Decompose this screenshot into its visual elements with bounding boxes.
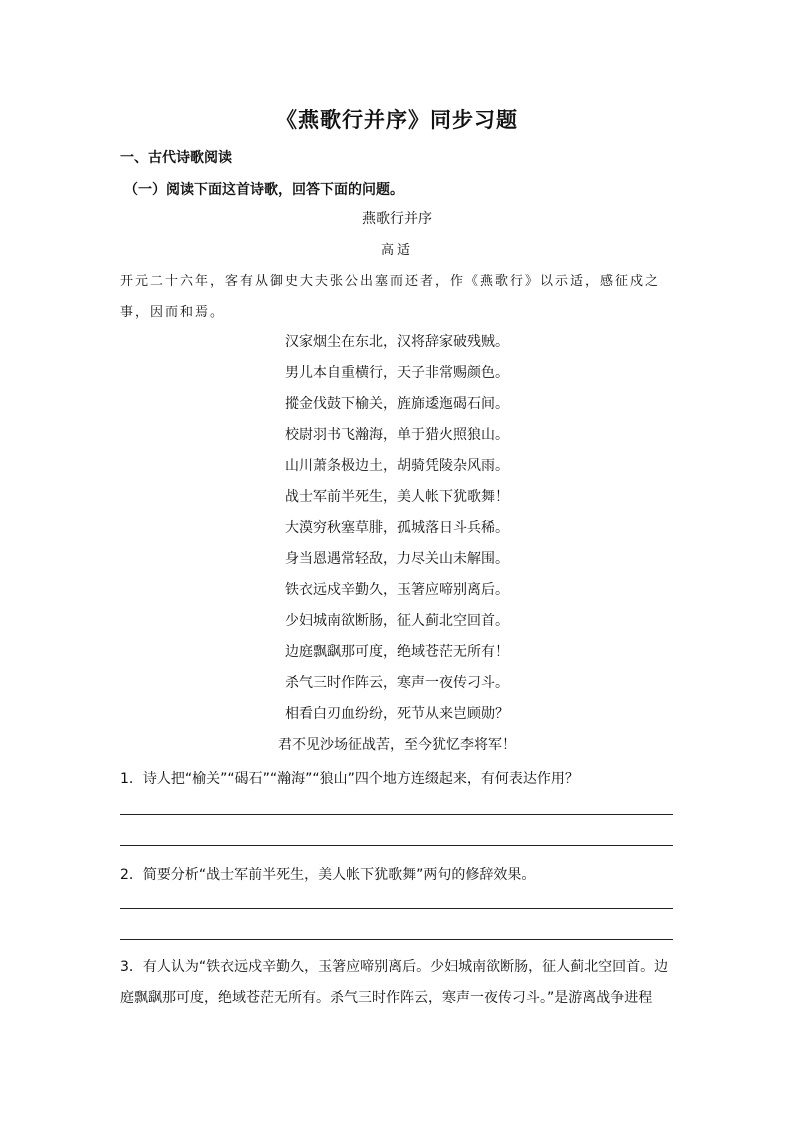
- question-3: 3．有人认为“铁衣远戍辛勤久，玉箸应啼别离后。少妇城南欲断肠，征人蓟北空回首。边庭飘飖那可度，绝域苍茫无所有。杀气三时作阵云，寒声一夜传刁斗。”是游离战争进程: [120, 959, 669, 1006]
- poem-preface: 开元二十六年，客有从御史大夫张公出塞而还者，作《燕歌行》以示适，感征戍之事，因而和焉。: [120, 274, 661, 320]
- poem-body: [0, 330, 794, 764]
- poem-line: 少妇城南欲断肠，征人蓟北空回首。: [285, 613, 509, 629]
- poem-author: 高适: [380, 243, 413, 258]
- poem-line: 山川萧条极边土，胡骑凭陵杂风雨。: [285, 458, 509, 474]
- poem-title: 燕歌行并序: [362, 211, 432, 227]
- answer-line[interactable]: [120, 908, 673, 909]
- answer-line[interactable]: [120, 939, 673, 940]
- poem-line: 边庭飘飖那可度，绝域苍茫无所有！: [285, 644, 509, 660]
- poem-line: 男儿本自重横行，天子非常赐颜色。: [285, 365, 509, 381]
- poem-line: 大漠穷秋塞草腓，孤城落日斗兵稀。: [285, 520, 509, 536]
- poem-line: 摐金伐鼓下榆关，旌旆逶迤碣石间。: [285, 396, 509, 412]
- poem-line: 相看白刃血纷纷，死节从来岂顾勋？: [285, 706, 509, 722]
- subsection-heading: （一）阅读下面这首诗歌，回答下面的问题。: [124, 182, 404, 198]
- poem-line: 汉家烟尘在东北，汉将辞家破残贼。: [285, 334, 509, 350]
- question-2: 2．简要分析“战士军前半死生，美人帐下犹歌舞”两句的修辞效果。: [120, 867, 536, 883]
- poem-line: 校尉羽书飞瀚海，单于猎火照狼山。: [285, 427, 509, 443]
- poem-line: 杀气三时作阵云，寒声一夜传刁斗。: [285, 675, 509, 691]
- question-1: 1．诗人把“榆关”“碣石”“瀚海”“狼山”四个地方连缀起来，有何表达作用？: [120, 771, 579, 787]
- poem-line: 铁衣远戍辛勤久，玉箸应啼别离后。: [285, 582, 509, 598]
- poem-line: 身当恩遇常轻敌，力尽关山未解围。: [285, 551, 509, 567]
- document-title: 《燕歌行并序》同步习题: [276, 108, 518, 132]
- poem-line: 战士军前半死生，美人帐下犹歌舞！: [285, 489, 509, 505]
- answer-line[interactable]: [120, 814, 673, 815]
- poem-line: 君不见沙场征战苦，至今犹忆李将军！: [278, 737, 516, 753]
- answer-line[interactable]: [120, 845, 673, 846]
- section-heading: 一、古代诗歌阅读: [120, 150, 232, 166]
